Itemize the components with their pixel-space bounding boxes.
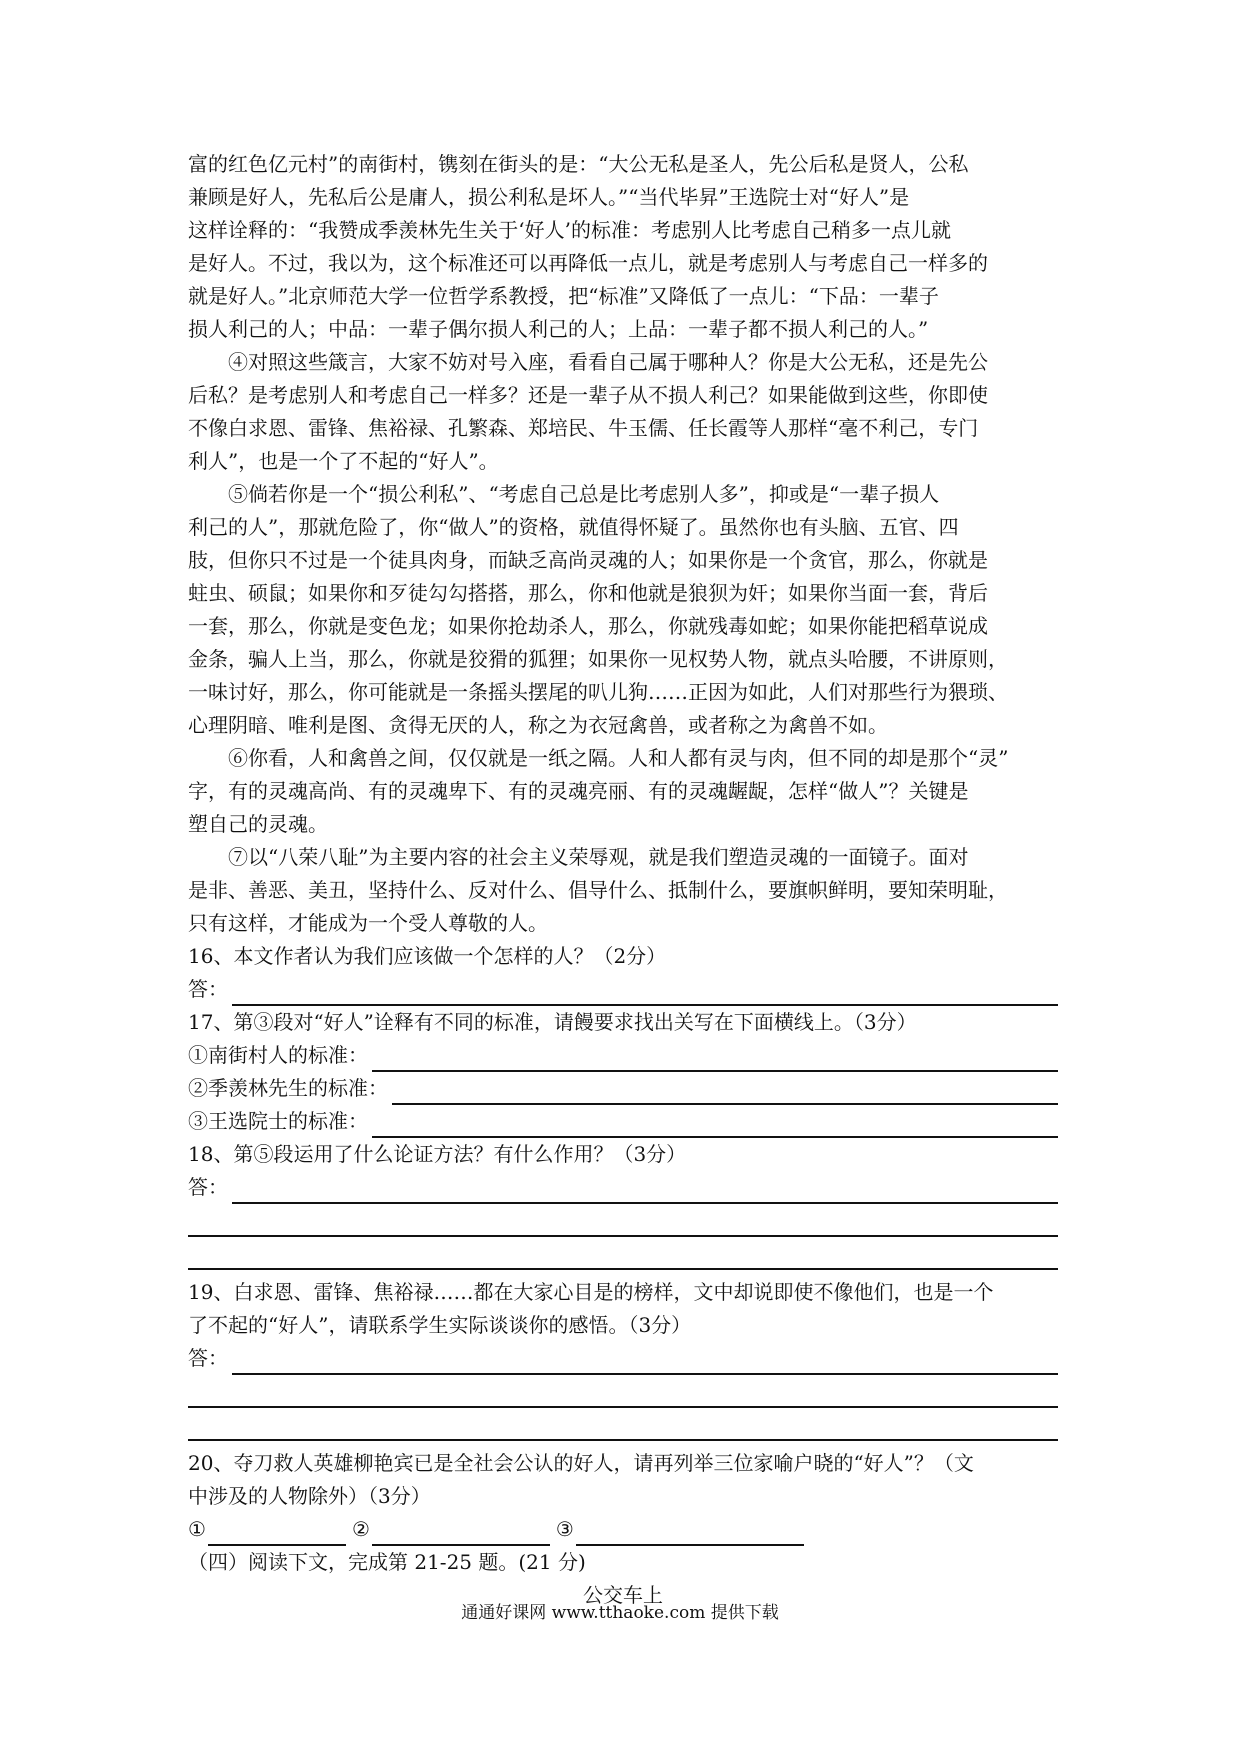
question-17 <box>188 1006 1058 1138</box>
answer-line[interactable] <box>392 1081 1058 1105</box>
text-line: 利人”，也是一个了不起的“好人”。 <box>188 449 499 473</box>
answer-blank[interactable] <box>372 1522 550 1546</box>
text-line: ⑦以“八荣八耻”为主要内容的社会主义荣辱观，就是我们塑造灵魂的一面镜子。面对 <box>228 845 969 869</box>
question-text: 19、白求恩、雷锋、焦裕禄……都在大家心目是的榜样，文中却说即使不像他们，也是一个 <box>188 1280 994 1304</box>
blank-label: ② <box>351 1517 370 1541</box>
answer-line[interactable] <box>372 1114 1058 1138</box>
answer-row <box>188 973 1058 1006</box>
text-line: 只有这样，才能成为一个受人尊敬的人。 <box>188 911 548 935</box>
answer-blank[interactable] <box>576 1522 804 1546</box>
text-line: 兼顾是好人，先私后公是庸人，损公利私是坏人。”“当代毕昇”王选院士对“好人”是 <box>188 185 910 209</box>
blanks-row <box>188 1513 1058 1546</box>
text-line: 塑自己的灵魂。 <box>188 812 328 836</box>
question-text: 了不起的“好人”，请联系学生实际谈谈你的感悟。（3分） <box>188 1313 692 1337</box>
text-line: 损人利己的人；中品：一辈子偶尔损人利己的人；上品：一辈子都不损人利己的人。” <box>188 317 929 341</box>
answer-blank[interactable] <box>208 1522 346 1546</box>
question-20 <box>188 1447 1058 1546</box>
item-label: ②季羡林先生的标准： <box>188 1076 388 1100</box>
paragraph-3 <box>188 148 1058 346</box>
text-line: 蛀虫、硕鼠；如果你和歹徒勾勾搭搭，那么，你和他就是狼狈为奸；如果你当面一套，背后 <box>188 581 988 605</box>
answer-line[interactable] <box>232 982 1058 1006</box>
text-line: 这样诠释的：“我赞成季羡林先生关于‘好人’的标准：考虑别人比考虑自己稍多一点儿就 <box>188 218 951 242</box>
question-text: 17、第③段对“好人”诠释有不同的标准，请饅要求找出关写在下面横线上。（3分） <box>188 1010 917 1034</box>
answer-label: 答： <box>188 977 228 1001</box>
question-text: 20、夺刀救人英雄柳艳宾已是全社会公认的好人，请再列举三位家喻户晓的“好人”？（文 <box>188 1451 974 1475</box>
paragraph-7 <box>188 841 1058 940</box>
text-line: 利己的人”，那就危险了，你“做人”的资格，就值得怀疑了。虽然你也有头脑、五官、四 <box>188 515 959 539</box>
answer-row <box>188 1171 1058 1204</box>
answer-line[interactable] <box>188 1204 1058 1237</box>
item-label: ①南街村人的标准： <box>188 1043 368 1067</box>
text-line: 就是好人。”北京师范大学一位哲学系教授，把“标准”又降低了一点儿：“下品：一辈子 <box>188 284 939 308</box>
text-column <box>188 148 1058 1612</box>
answer-row <box>188 1105 1058 1138</box>
page-footer: 通通好课网 www.tthaoke.com 提供下载 <box>461 1603 779 1623</box>
answer-row <box>188 1072 1058 1105</box>
question-16 <box>188 940 1058 1006</box>
text-line: 肢，但你只不过是一个徒具肉身，而缺乏高尚灵魂的人；如果你是一个贪官，那么，你就是 <box>188 548 988 572</box>
text-line: 不像白求恩、雷锋、焦裕禄、孔繁森、郑培民、牛玉儒、任长霞等人那样“毫不利己，专门 <box>188 416 979 440</box>
answer-label: 答： <box>188 1346 228 1370</box>
text-line: ④对照这些箴言，大家不妨对号入座，看看自己属于哪种人？你是大公无私，还是先公 <box>228 350 988 374</box>
text-line: 字，有的灵魂高尚、有的灵魂卑下、有的灵魂亮丽、有的灵魂龌龊，怎样“做人”？关键是 <box>188 779 969 803</box>
text-line: 是好人。不过，我以为，这个标准还可以再降低一点儿，就是考虑别人与考虑自己一样多的 <box>188 251 988 275</box>
text-line: ⑥你看，人和禽兽之间，仅仅就是一纸之隔。人和人都有灵与肉，但不同的却是那个“灵” <box>228 746 1009 770</box>
question-text: 16、本文作者认为我们应该做一个怎样的人？（2分） <box>188 944 667 968</box>
text-line: 一套，那么，你就是变色龙；如果你抢劫杀人，那么，你就残毒如蛇；如果你能把稻草说成 <box>188 614 988 638</box>
paragraph-5 <box>188 478 1058 742</box>
answer-line[interactable] <box>372 1048 1058 1072</box>
section-instruction: （四）阅读下文，完成第 21-25 题。(21 分) <box>188 1550 586 1574</box>
answer-label: 答： <box>188 1175 228 1199</box>
answer-line[interactable] <box>232 1351 1058 1375</box>
question-18 <box>188 1138 1058 1270</box>
text-line: 一味讨好，那么，你可能就是一条摇头摆尾的叭儿狗……正因为如此，人们对那些行为猥琐、 <box>188 680 1008 704</box>
question-text: 中涉及的人物除外）（3分） <box>188 1484 431 1508</box>
blank-label: ③ <box>555 1517 574 1541</box>
answer-row <box>188 1342 1058 1375</box>
question-19 <box>188 1276 1058 1441</box>
text-line: 金条，骗人上当，那么，你就是狡猾的狐狸；如果你一见权势人物，就点头哈腰，不讲原则， <box>188 647 1008 671</box>
text-line: 后私？是考虑别人和考虑自己一样多？还是一辈子从不损人利己？如果能做到这些，你即使 <box>188 383 988 407</box>
text-line: 心理阴暗、唯利是图、贪得无厌的人，称之为衣冠禽兽，或者称之为禽兽不如。 <box>188 713 888 737</box>
answer-line[interactable] <box>232 1180 1058 1204</box>
item-label: ③王选院士的标准： <box>188 1109 368 1133</box>
answer-row <box>188 1039 1058 1072</box>
answer-line[interactable] <box>188 1237 1058 1270</box>
paragraph-6 <box>188 742 1058 841</box>
answer-line[interactable] <box>188 1408 1058 1441</box>
blank-label: ① <box>188 1517 206 1541</box>
text-line: ⑤倘若你是一个“损公利私”、“考虑自己总是比考虑别人多”，抑或是“一辈子损人 <box>228 482 940 506</box>
section-title: 公交车上 <box>583 1583 663 1607</box>
question-text: 18、第⑤段运用了什么论证方法？有什么作用？（3分） <box>188 1142 687 1166</box>
text-line: 富的红色亿元村”的南街村，镌刻在街头的是：“大公无私是圣人，先公后私是贤人，公私 <box>188 152 969 176</box>
text-line: 是非、善恶、美丑，坚持什么、反对什么、倡导什么、抵制什么，要旗帜鲜明，要知荣明耻， <box>188 878 1008 902</box>
answer-line[interactable] <box>188 1375 1058 1408</box>
paragraph-4 <box>188 346 1058 478</box>
